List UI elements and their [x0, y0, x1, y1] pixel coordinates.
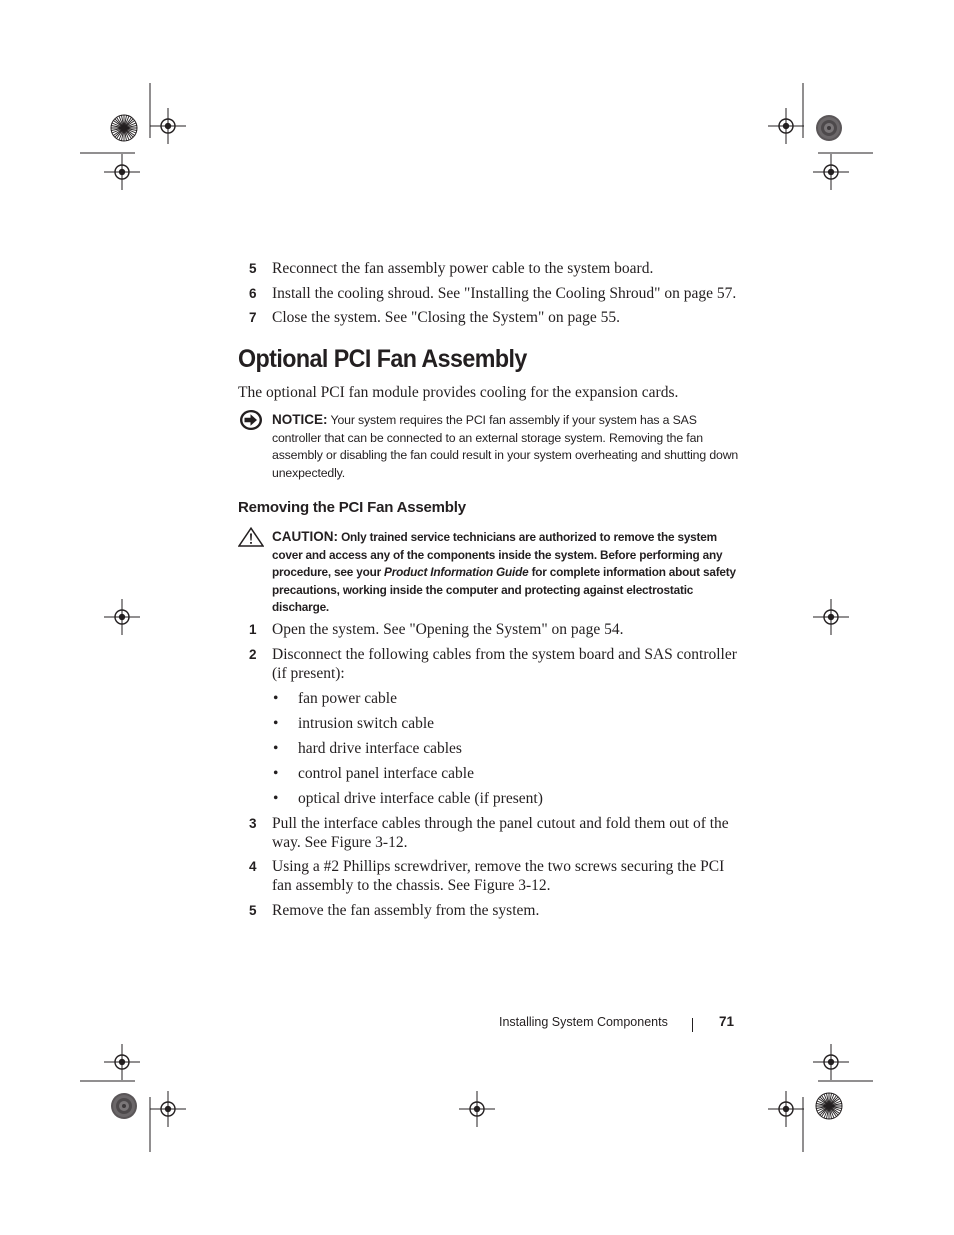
step-text: Open the system. See "Opening the System" on page 54. [272, 621, 624, 638]
caution-body-start: Only trained service technicians are authorized to remove the system cover and access any of the components inside the system. Before performing any procedure, see your [272, 530, 723, 579]
step-number: 3 [249, 816, 257, 831]
step-text: Remove the fan assembly from the system. [272, 902, 540, 919]
caution-emphasis: Product Information Guide [384, 565, 529, 579]
list-item-text: hard drive interface cables [298, 740, 462, 757]
caution-triangle-icon [238, 527, 264, 547]
step-number: 6 [249, 286, 257, 301]
step-text: Reconnect the fan assembly power cable to the system board. [272, 260, 654, 277]
caution-block [272, 528, 742, 617]
step-text: Using a #2 Phillips screwdriver, remove the two screws securing the PCI fan assembly to the chassis. See Figure 3-12. [272, 858, 725, 894]
caution-body-end: for complete information about safety precautions, working inside the computer and protecting against electrostatic discharge. [272, 565, 736, 614]
bullet-mark: • [273, 765, 279, 782]
section-intro: The optional PCI fan module provides cooling for the expansion cards. [238, 384, 679, 401]
bullet-mark: • [273, 690, 279, 707]
bullet-mark: • [273, 740, 279, 757]
bullet-mark: • [273, 715, 279, 732]
list-item-text: control panel interface cable [298, 765, 474, 782]
step-text: Pull the interface cables through the panel cutout and fold them out of the way. See Figure 3-12. [272, 815, 729, 851]
step-number: 7 [249, 310, 257, 325]
page-number: 71 [719, 1014, 735, 1029]
notice-block [272, 411, 742, 483]
step-number: 2 [249, 647, 257, 662]
list-item-text: optical drive interface cable (if present) [298, 790, 543, 807]
step-number: 1 [249, 622, 257, 637]
step-text: Close the system. See "Closing the System" on page 55. [272, 309, 621, 326]
caution-label: CAUTION: [272, 529, 338, 544]
step-number: 5 [249, 903, 257, 918]
subsection-title: Removing the PCI Fan Assembly [238, 499, 466, 516]
footer-chapter: Installing System Components [499, 1015, 668, 1029]
step-number: 4 [249, 859, 257, 874]
list-item-text: intrusion switch cable [298, 715, 435, 732]
footer-divider [692, 1018, 693, 1032]
notice-label: NOTICE: [272, 412, 328, 427]
step-text: Disconnect the following cables from the system board and SAS controller (if present): [272, 646, 737, 682]
notice-body: Your system requires the PCI fan assembly if your system has a SAS controller that can be connected to an external storage system. Removing the fan assembly or disabling the fan could result in your system overheating and shutting down unexpectedly. [272, 413, 739, 481]
step-text: Install the cooling shroud. See "Installing the Cooling Shroud" on page 57. [272, 285, 737, 302]
notice-arrow-icon [239, 409, 263, 431]
section-title: Optional PCI Fan Assembly [238, 345, 527, 373]
step-number: 5 [249, 261, 257, 276]
list-item-text: fan power cable [298, 690, 397, 707]
bullet-mark: • [273, 790, 279, 807]
